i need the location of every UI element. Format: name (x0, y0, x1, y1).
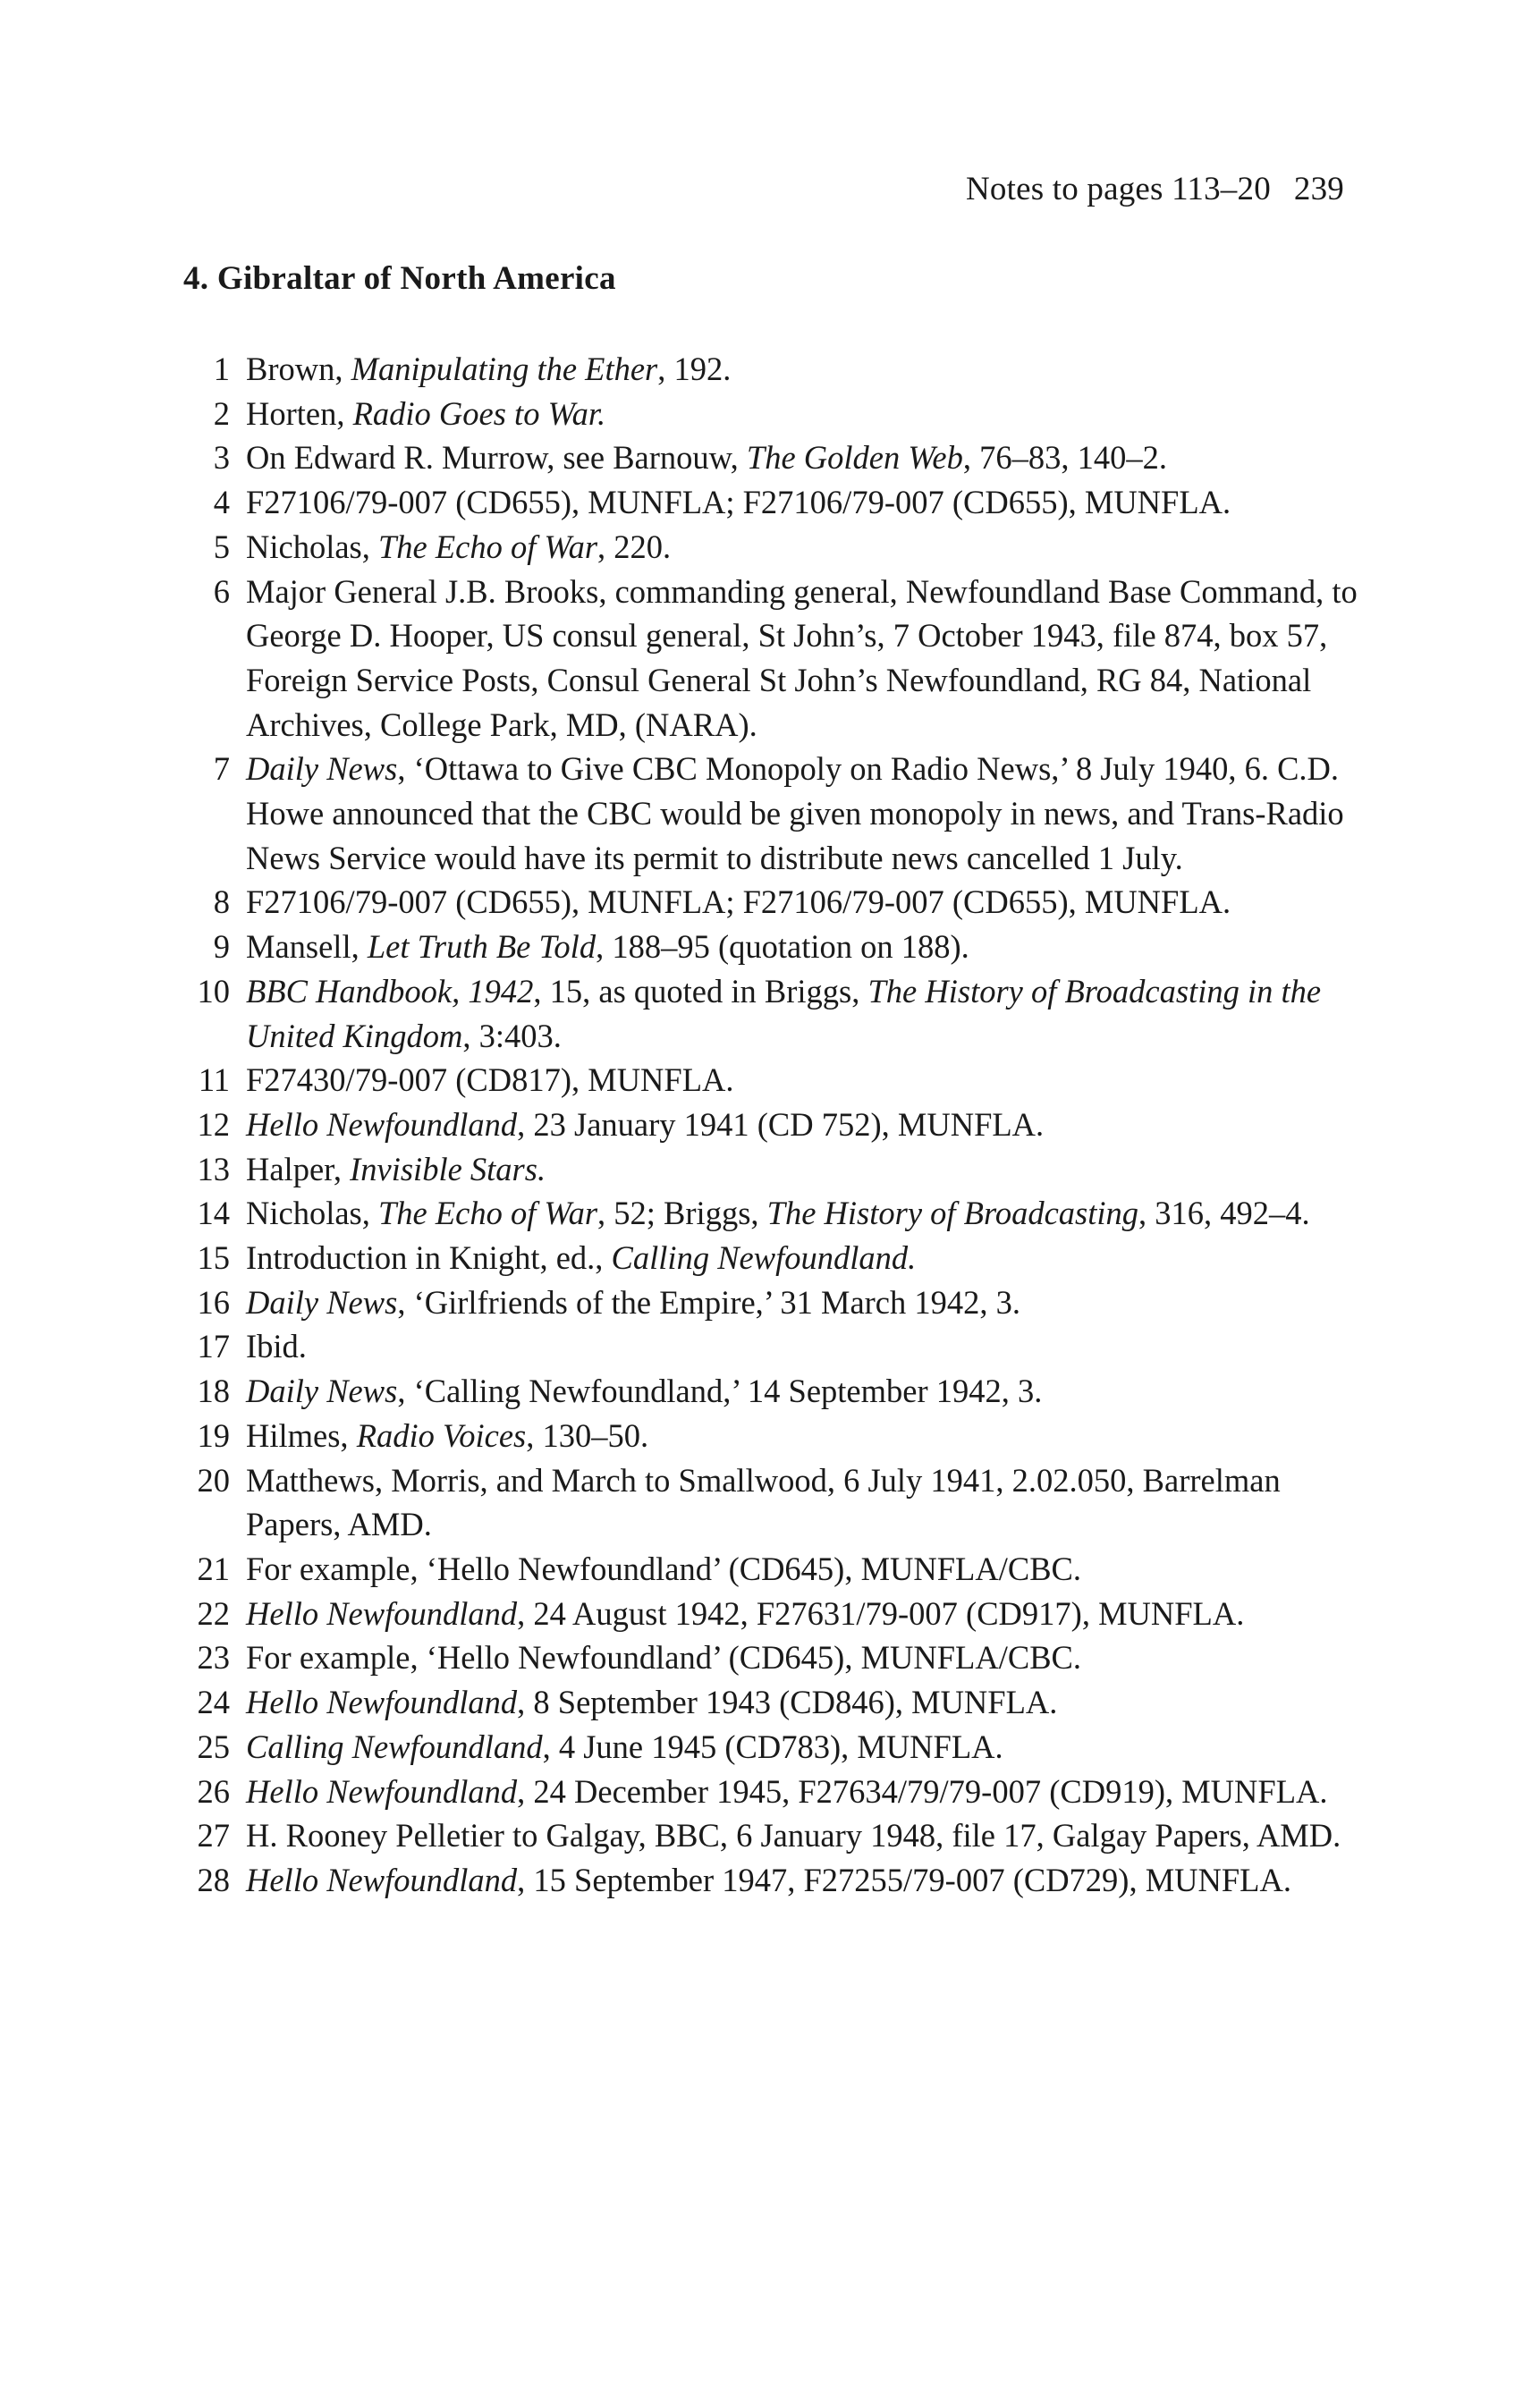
note-number: 11 (198, 1061, 230, 1099)
note-title-italic: The Echo of War (378, 528, 598, 565)
note-item (174, 1725, 1368, 1770)
note-text-segment: Major General J.B. Brooks, commanding general, Newfoundland Base Command, to George D. Hooper, US consul general, St John’s, 7 October 1943, file 874, box 57, Foreign Service Posts, Consul General St John’s Newfoundland, RG 84, National Archives, College Park, MD, (NARA). (246, 572, 1358, 743)
note-text (246, 570, 1368, 748)
note-text (246, 1280, 1368, 1325)
note-title-italic: Radio Goes to War. (352, 394, 606, 432)
note-item (174, 1147, 1368, 1192)
note-text (246, 1414, 1368, 1458)
note-number: 13 (197, 1150, 230, 1187)
note-text-segment: Horten, (246, 394, 353, 432)
note-item (174, 525, 1368, 570)
note-text-segment: Introduction in Knight, ed., (246, 1239, 612, 1277)
note-number: 21 (197, 1550, 230, 1587)
note-text (246, 969, 1368, 1058)
note-text-segment: H. Rooney Pelletier to Galgay, BBC, 6 January 1948, file 17, Galgay Papers, AMD. (246, 1817, 1341, 1855)
note-number: 7 (213, 750, 230, 788)
note-number: 9 (213, 928, 230, 966)
note-item (174, 392, 1368, 436)
note-title-italic: Calling Newfoundland (246, 1728, 543, 1765)
note-number: 10 (197, 972, 230, 1010)
note-item (174, 747, 1368, 880)
note-text-segment: , ‘Ottawa to Give CBC Monopoly on Radio News,’ 8 July 1940, 6. C.D. Howe announced that the CBC would be given monopoly in news, and Trans-Radio News Service would have its permit to distribute news cancelled 1 July. (246, 750, 1344, 876)
note-title-italic: The History of Broadcasting in the United Kingdom (246, 972, 1322, 1054)
note-number: 4 (213, 484, 230, 521)
note-title-italic: Invisible Stars. (350, 1150, 546, 1187)
note-text (246, 747, 1368, 880)
note-text (246, 1635, 1368, 1680)
note-number: 1 (213, 351, 230, 387)
note-text (246, 1458, 1368, 1547)
note-text (246, 1813, 1368, 1858)
note-text (246, 525, 1368, 570)
note-text (246, 1592, 1368, 1636)
note-text-segment: , 3:403. (462, 1017, 562, 1054)
note-text (246, 392, 1368, 436)
note-text-segment: , ‘Calling Newfoundland,’ 14 September 1942, 3. (397, 1373, 1043, 1410)
note-item (174, 435, 1368, 480)
note-number: 27 (197, 1817, 230, 1855)
note-item (174, 1858, 1368, 1903)
note-number: 15 (197, 1239, 230, 1277)
note-text-segment: , 8 September 1943 (CD846), MUNFLA. (517, 1684, 1058, 1721)
note-text (246, 1236, 1368, 1280)
note-item (174, 1058, 1368, 1103)
note-number: 8 (213, 883, 230, 921)
note-text (246, 1103, 1368, 1147)
note-text-segment: On Edward R. Murrow, see Barnouw, (246, 439, 747, 477)
note-title-italic: The Echo of War (378, 1195, 598, 1232)
note-title-italic: Daily News (246, 1283, 398, 1321)
note-item (174, 1592, 1368, 1636)
note-number: 18 (197, 1373, 230, 1410)
page-number: 239 (1293, 171, 1344, 207)
note-number: 2 (213, 394, 230, 432)
note-item (174, 1635, 1368, 1680)
note-text-segment: F27106/79-007 (CD655), MUNFLA; F27106/79-007 (CD655), MUNFLA. (246, 883, 1231, 921)
note-text-segment: Mansell, (246, 928, 368, 966)
note-title-italic: Hello Newfoundland (246, 1772, 518, 1810)
note-text-segment: , 130–50. (526, 1416, 649, 1454)
note-text (246, 480, 1368, 525)
note-title-italic: Hello Newfoundland (246, 1861, 518, 1898)
note-text-segment: Matthews, Morris, and March to Smallwood, 6 July 1941, 2.02.050, Barrelman Papers, AMD. (246, 1461, 1281, 1543)
note-number: 28 (197, 1861, 230, 1898)
note-text-segment: , 52; Briggs, (597, 1195, 767, 1232)
running-head (966, 170, 1344, 208)
note-title-italic: BBC Handbook, 1942 (246, 972, 534, 1010)
note-item (174, 880, 1368, 925)
note-text (246, 1680, 1368, 1725)
note-text (246, 1058, 1368, 1103)
note-number: 16 (197, 1283, 230, 1321)
note-text (246, 1191, 1368, 1236)
note-text-segment: , 15, as quoted in Briggs, (533, 972, 868, 1010)
note-text-segment: , 192. (657, 351, 732, 387)
note-item (174, 1547, 1368, 1592)
note-item (174, 570, 1368, 748)
note-title-italic: Calling Newfoundland. (611, 1239, 917, 1277)
note-item (174, 925, 1368, 969)
note-title-italic: Manipulating the Ether (351, 351, 658, 387)
chapter-heading: 4. Gibraltar of North America (183, 260, 616, 297)
note-text-segment: Ibid. (246, 1328, 307, 1365)
note-number: 19 (197, 1416, 230, 1454)
note-item (174, 1680, 1368, 1725)
note-title-italic: The History of Broadcasting (766, 1195, 1139, 1232)
note-text-segment: , ‘Girlfriends of the Empire,’ 31 March 1942, 3. (397, 1283, 1021, 1321)
note-text-segment: , 15 September 1947, F27255/79-007 (CD729), MUNFLA. (517, 1861, 1291, 1898)
note-title-italic: Hello Newfoundland (246, 1594, 518, 1632)
note-item (174, 1280, 1368, 1325)
note-text (246, 1725, 1368, 1770)
note-item (174, 1369, 1368, 1414)
note-number: 20 (197, 1461, 230, 1499)
note-title-italic: Hello Newfoundland (246, 1684, 518, 1721)
note-item (174, 1103, 1368, 1147)
note-number: 14 (197, 1195, 230, 1232)
note-item (174, 1770, 1368, 1814)
note-number: 24 (197, 1684, 230, 1721)
note-text-segment: , 4 June 1945 (CD783), MUNFLA. (542, 1728, 1003, 1765)
note-number: 22 (197, 1594, 230, 1632)
note-item (174, 1191, 1368, 1236)
note-item (174, 1458, 1368, 1547)
notes-list (174, 347, 1368, 1903)
running-head-title: Notes to pages 113–20 (965, 171, 1271, 207)
note-text-segment: , 188–95 (quotation on 188). (596, 928, 969, 966)
note-number: 5 (213, 528, 230, 565)
note-text-segment: , 220. (597, 528, 672, 565)
note-item (174, 969, 1368, 1058)
note-number: 6 (213, 572, 230, 610)
note-title-italic: Hello Newfoundland (246, 1105, 518, 1143)
note-text-segment: , 23 January 1941 (CD 752), MUNFLA. (517, 1105, 1045, 1143)
note-text-segment: Nicholas, (246, 1195, 378, 1232)
note-text (246, 347, 1368, 392)
note-number: 12 (197, 1105, 230, 1143)
note-text (246, 1324, 1368, 1369)
note-text (246, 1858, 1368, 1903)
note-text-segment: Brown, (246, 351, 351, 387)
note-title-italic: Daily News (246, 1373, 398, 1410)
note-item (174, 480, 1368, 525)
note-text (246, 1770, 1368, 1814)
note-text-segment: Hilmes, (246, 1416, 357, 1454)
note-text (246, 925, 1368, 969)
note-text (246, 1547, 1368, 1592)
note-item (174, 1813, 1368, 1858)
note-text-segment: , 316, 492–4. (1138, 1195, 1310, 1232)
note-number: 17 (197, 1328, 230, 1365)
note-item (174, 1414, 1368, 1458)
note-text-segment: For example, ‘Hello Newfoundland’ (CD645), MUNFLA/CBC. (246, 1550, 1082, 1587)
note-text-segment: For example, ‘Hello Newfoundland’ (CD645), MUNFLA/CBC. (246, 1639, 1082, 1677)
note-item (174, 1236, 1368, 1280)
note-text-segment: , 76–83, 140–2. (962, 439, 1167, 477)
note-number: 25 (197, 1728, 230, 1765)
note-text (246, 435, 1368, 480)
note-title-italic: Radio Voices (356, 1416, 527, 1454)
note-text (246, 1369, 1368, 1414)
note-text (246, 1147, 1368, 1192)
note-number: 3 (213, 439, 230, 477)
note-text-segment: F27430/79-007 (CD817), MUNFLA. (246, 1061, 734, 1099)
note-text-segment: Nicholas, (246, 528, 378, 565)
note-text-segment: F27106/79-007 (CD655), MUNFLA; F27106/79-007 (CD655), MUNFLA. (246, 484, 1231, 521)
note-text (246, 880, 1368, 925)
note-title-italic: Daily News (246, 750, 398, 788)
note-item (174, 1324, 1368, 1369)
note-number: 23 (197, 1639, 230, 1677)
note-text-segment: , 24 December 1945, F27634/79/79-007 (CD919), MUNFLA. (517, 1772, 1328, 1810)
note-number: 26 (197, 1772, 230, 1810)
note-text-segment: Halper, (246, 1150, 351, 1187)
note-text-segment: , 24 August 1942, F27631/79-007 (CD917), MUNFLA. (517, 1594, 1245, 1632)
note-title-italic: Let Truth Be Told (367, 928, 597, 966)
note-item (174, 347, 1368, 392)
note-title-italic: The Golden Web (746, 439, 963, 477)
